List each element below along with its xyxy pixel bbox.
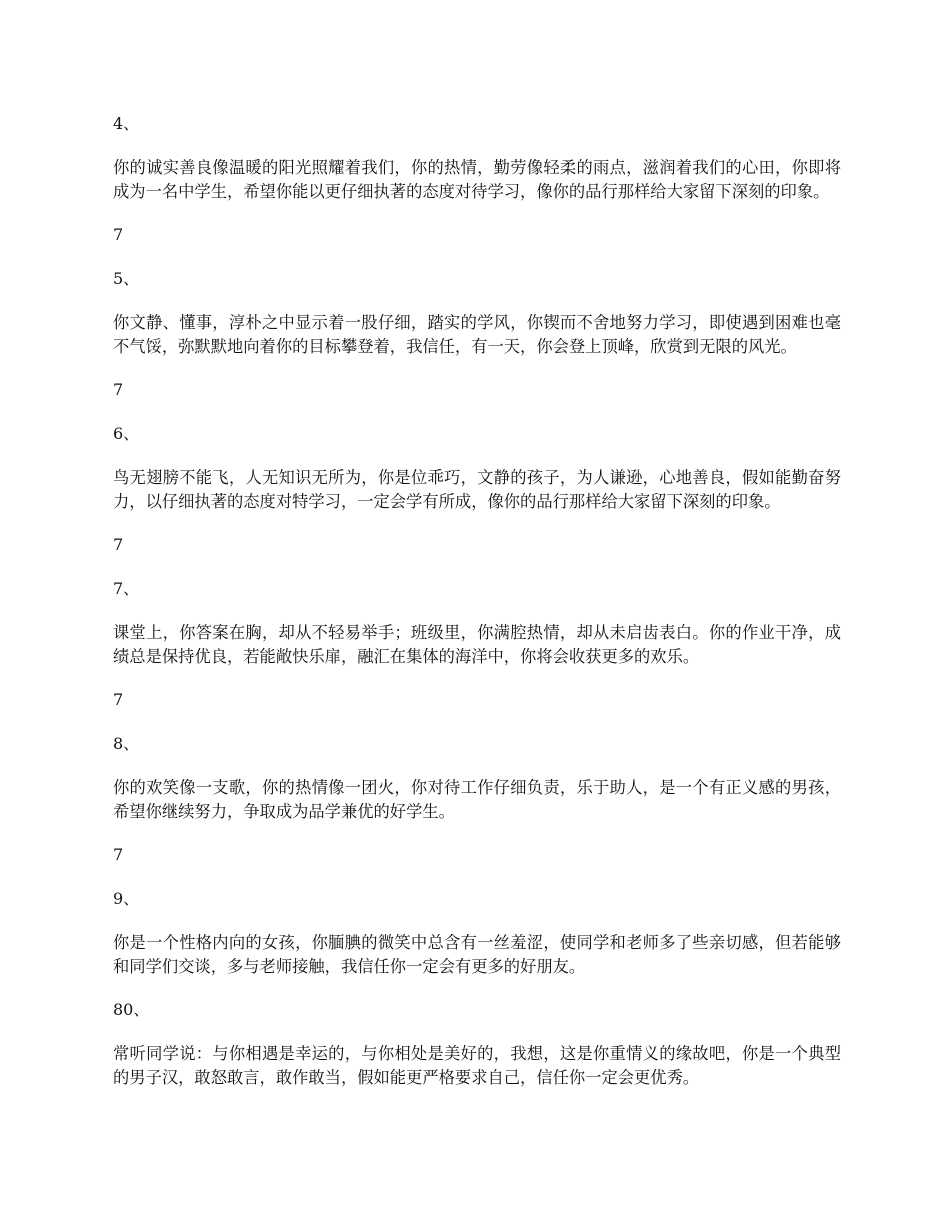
comment-text: 你的诚实善良像温暖的阳光照耀着我们，你的热情，勤劳像轻柔的雨点，滋润着我们的心田，你即将成为一名中学生，希望你能以更仔细执著的态度对待学习，像你的品行那样给大家留下深刻的印象。 — [113, 158, 841, 201]
comment-block — [113, 112, 841, 247]
comment-block — [113, 422, 841, 557]
comment-block — [113, 998, 841, 1089]
comment-block — [113, 577, 841, 712]
item-number: 4、 — [113, 114, 140, 133]
comment-block — [113, 732, 841, 867]
comment-text: 你文静、懂事，淳朴之中显示着一股仔细，踏实的学风，你锲而不舍地努力学习，即使遇到困难也毫不气馁，弥默默地向着你的目标攀登着，我信任，有一天，你会登上顶峰，欣赏到无限的风光。 — [113, 313, 841, 356]
item-score: 7 — [113, 845, 124, 864]
item-score: 7 — [113, 225, 124, 244]
comment-text: 常听同学说：与你相遇是幸运的，与你相处是美好的，我想，这是你重情义的缘故吧，你是一个典型的男子汉，敢怒敢言，敢作敢当，假如能更严格要求自己，信任你一定会更优秀。 — [113, 1044, 841, 1087]
item-score: 7 — [113, 535, 124, 554]
item-score: 7 — [113, 690, 124, 709]
item-number: 8、 — [113, 734, 140, 753]
comment-text: 你的欢笑像一支歌，你的热情像一团火，你对待工作仔细负责，乐于助人，是一个有正义感的男孩，希望你继续努力，争取成为品学兼优的好学生。 — [113, 778, 841, 821]
item-score: 7 — [113, 380, 124, 399]
item-number: 7、 — [113, 579, 140, 598]
comment-block — [113, 267, 841, 402]
item-number: 5、 — [113, 269, 140, 288]
item-number: 80、 — [113, 1000, 150, 1019]
item-number: 9、 — [113, 889, 140, 908]
comment-text: 课堂上，你答案在胸，却从不轻易举手；班级里，你满腔热情，却从未启齿表白。你的作业干净，成绩总是保持优良，若能敞快乐扉，融汇在集体的海洋中，你将会收获更多的欢乐。 — [113, 623, 841, 666]
document-body — [113, 112, 841, 1109]
comment-text: 你是一个性格内向的女孩，你腼腆的微笑中总含有一丝羞涩，使同学和老师多了些亲切感，但若能够和同学们交谈，多与老师接触，我信任你一定会有更多的好朋友。 — [113, 933, 841, 976]
item-number: 6、 — [113, 424, 140, 443]
comment-block — [113, 887, 841, 978]
comment-text: 鸟无翅膀不能飞，人无知识无所为，你是位乖巧，文静的孩子，为人谦逊，心地善良，假如能勤奋努力，以仔细执著的态度对特学习，一定会学有所成，像你的品行那样给大家留下深刻的印象。 — [113, 468, 841, 511]
